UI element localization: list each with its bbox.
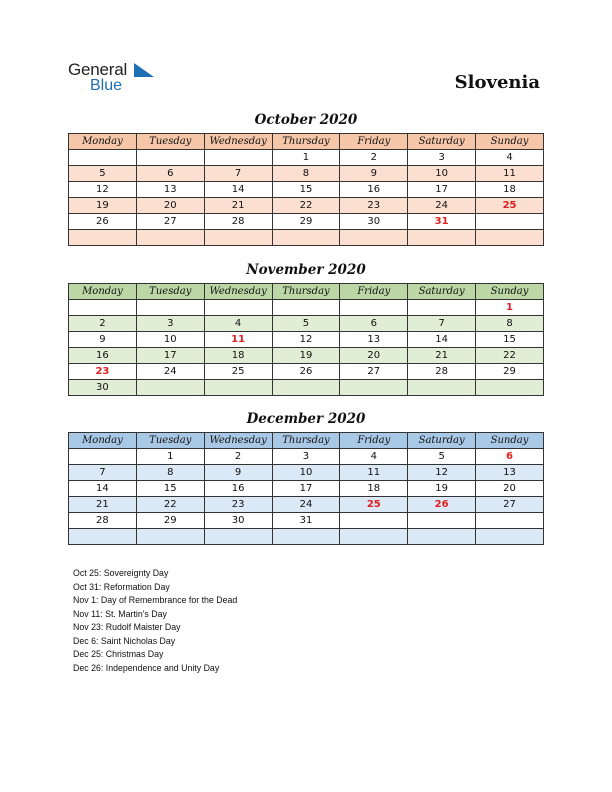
day-cell: 17 [408, 182, 476, 198]
weekday-header: Saturday [408, 284, 476, 300]
day-cell: 24 [136, 364, 204, 380]
month-title-november: November 2020 [246, 262, 366, 278]
day-cell [340, 230, 408, 246]
day-cell: 10 [136, 332, 204, 348]
day-cell [408, 529, 476, 545]
day-cell: 4 [476, 150, 544, 166]
day-cell: 15 [476, 332, 544, 348]
day-cell [69, 300, 137, 316]
day-cell: 8 [136, 465, 204, 481]
day-cell: 13 [476, 465, 544, 481]
day-cell [272, 300, 340, 316]
weekday-header: Saturday [408, 134, 476, 150]
day-cell: 26 [69, 214, 137, 230]
day-cell: 12 [272, 332, 340, 348]
weekday-header: Sunday [476, 134, 544, 150]
holiday-item: Oct 25: Sovereignty Day [73, 568, 169, 578]
day-cell: 23 [69, 364, 137, 380]
day-cell: 30 [69, 380, 137, 396]
weekday-header: Thursday [272, 134, 340, 150]
day-cell [136, 300, 204, 316]
day-cell: 12 [408, 465, 476, 481]
day-cell: 9 [69, 332, 137, 348]
weekday-header: Wednesday [204, 433, 272, 449]
day-cell: 18 [476, 182, 544, 198]
week-row [69, 497, 544, 513]
month-title-october: October 2020 [254, 112, 358, 128]
day-cell: 10 [408, 166, 476, 182]
calendar-october [68, 133, 544, 246]
day-cell: 6 [136, 166, 204, 182]
week-row [69, 214, 544, 230]
day-cell: 10 [272, 465, 340, 481]
holiday-item: Nov 11: St. Martin's Day [73, 608, 167, 619]
day-cell: 11 [340, 465, 408, 481]
day-cell: 29 [272, 214, 340, 230]
day-cell: 27 [136, 214, 204, 230]
week-row [69, 182, 544, 198]
day-cell: 15 [272, 182, 340, 198]
day-cell: 16 [340, 182, 408, 198]
weekday-header: Thursday [272, 284, 340, 300]
week-row [69, 348, 544, 364]
day-cell: 6 [340, 316, 408, 332]
day-cell: 4 [204, 316, 272, 332]
day-cell [340, 529, 408, 545]
day-cell [476, 230, 544, 246]
day-cell: 13 [136, 182, 204, 198]
day-cell: 20 [136, 198, 204, 214]
day-cell [408, 230, 476, 246]
day-cell: 18 [204, 348, 272, 364]
day-cell: 16 [69, 348, 137, 364]
day-cell: 28 [204, 214, 272, 230]
day-cell: 3 [272, 449, 340, 465]
day-cell: 11 [476, 166, 544, 182]
weekday-header: Monday [69, 433, 137, 449]
week-row [69, 529, 544, 545]
week-row [69, 316, 544, 332]
day-cell [476, 214, 544, 230]
day-cell [69, 449, 137, 465]
weekday-header: Thursday [272, 433, 340, 449]
logo-text-blue: Blue [90, 77, 123, 94]
weekday-header: Friday [340, 284, 408, 300]
day-cell: 21 [204, 198, 272, 214]
day-cell: 17 [272, 481, 340, 497]
day-cell: 25 [476, 198, 544, 214]
holiday-item: Nov 23: Rudolf Maister Day [73, 622, 181, 632]
day-cell: 2 [69, 316, 137, 332]
day-cell: 24 [408, 198, 476, 214]
day-cell [408, 300, 476, 316]
day-cell: 27 [476, 497, 544, 513]
day-cell: 3 [408, 150, 476, 166]
day-cell [340, 380, 408, 396]
day-cell: 5 [408, 449, 476, 465]
day-cell: 1 [136, 449, 204, 465]
weekday-header: Tuesday [136, 433, 204, 449]
weekday-header: Tuesday [136, 284, 204, 300]
week-row [69, 150, 544, 166]
week-row [69, 364, 544, 380]
week-row [69, 513, 544, 529]
week-row [69, 332, 544, 348]
holiday-item: Dec 6: Saint Nicholas Day [73, 635, 176, 646]
day-cell: 20 [476, 481, 544, 497]
day-cell: 29 [476, 364, 544, 380]
holiday-item: Dec 25: Christmas Day [73, 649, 164, 659]
day-cell: 14 [69, 481, 137, 497]
day-cell: 3 [136, 316, 204, 332]
day-cell [476, 513, 544, 529]
weekday-header: Sunday [476, 284, 544, 300]
day-cell [476, 380, 544, 396]
week-row [69, 449, 544, 465]
day-cell: 14 [204, 182, 272, 198]
day-cell: 31 [408, 214, 476, 230]
day-cell [204, 380, 272, 396]
calendar-november [68, 283, 544, 396]
holiday-list [73, 567, 237, 675]
day-cell [136, 380, 204, 396]
day-cell: 22 [272, 198, 340, 214]
day-cell: 23 [204, 497, 272, 513]
day-cell [136, 230, 204, 246]
day-cell: 30 [340, 214, 408, 230]
weekday-header: Tuesday [136, 134, 204, 150]
day-cell: 30 [204, 513, 272, 529]
day-cell: 16 [204, 481, 272, 497]
weekday-header: Wednesday [204, 284, 272, 300]
day-cell: 1 [272, 150, 340, 166]
day-cell: 6 [476, 449, 544, 465]
day-cell [340, 300, 408, 316]
day-cell [408, 380, 476, 396]
day-cell [204, 230, 272, 246]
day-cell: 17 [136, 348, 204, 364]
weekday-header: Sunday [476, 433, 544, 449]
day-cell: 4 [340, 449, 408, 465]
day-cell [476, 529, 544, 545]
day-cell [69, 230, 137, 246]
weekday-header: Saturday [408, 433, 476, 449]
day-cell: 13 [340, 332, 408, 348]
day-cell [204, 529, 272, 545]
weekday-header: Friday [340, 134, 408, 150]
logo-text-general: General [68, 60, 128, 79]
week-row [69, 380, 544, 396]
day-cell: 2 [340, 150, 408, 166]
day-cell: 29 [136, 513, 204, 529]
day-cell: 7 [408, 316, 476, 332]
day-cell: 11 [204, 332, 272, 348]
day-cell: 28 [408, 364, 476, 380]
day-cell [272, 529, 340, 545]
day-cell: 24 [272, 497, 340, 513]
day-cell [69, 529, 137, 545]
day-cell: 15 [136, 481, 204, 497]
day-cell: 7 [69, 465, 137, 481]
day-cell: 12 [69, 182, 137, 198]
day-cell: 7 [204, 166, 272, 182]
day-cell: 5 [69, 166, 137, 182]
day-cell [272, 380, 340, 396]
day-cell [204, 150, 272, 166]
logo-triangle-icon [134, 63, 154, 77]
day-cell: 14 [408, 332, 476, 348]
day-cell: 2 [204, 449, 272, 465]
day-cell [69, 150, 137, 166]
day-cell: 26 [272, 364, 340, 380]
weekday-header: Monday [69, 134, 137, 150]
day-cell: 21 [69, 497, 137, 513]
day-cell [136, 150, 204, 166]
day-cell: 22 [476, 348, 544, 364]
day-cell [136, 529, 204, 545]
weekday-header: Monday [69, 284, 137, 300]
weekday-header: Wednesday [204, 134, 272, 150]
day-cell: 20 [340, 348, 408, 364]
day-cell: 27 [340, 364, 408, 380]
month-title-december: December 2020 [246, 411, 366, 427]
day-cell: 25 [204, 364, 272, 380]
week-row [69, 465, 544, 481]
day-cell [204, 300, 272, 316]
day-cell: 19 [69, 198, 137, 214]
day-cell [408, 513, 476, 529]
day-cell: 9 [204, 465, 272, 481]
day-cell: 1 [476, 300, 544, 316]
holiday-item: Dec 26: Independence and Unity Day [73, 662, 220, 673]
day-cell: 8 [272, 166, 340, 182]
week-row [69, 230, 544, 246]
day-cell: 26 [408, 497, 476, 513]
week-row [69, 166, 544, 182]
day-cell: 19 [272, 348, 340, 364]
holiday-item: Nov 1: Day of Remembrance for the Dead [73, 595, 238, 605]
day-cell: 9 [340, 166, 408, 182]
day-cell: 22 [136, 497, 204, 513]
country-title: Slovenia [454, 72, 540, 93]
day-cell: 28 [69, 513, 137, 529]
day-cell: 25 [340, 497, 408, 513]
day-cell: 18 [340, 481, 408, 497]
week-row [69, 198, 544, 214]
day-cell: 8 [476, 316, 544, 332]
day-cell: 5 [272, 316, 340, 332]
day-cell [340, 513, 408, 529]
week-row [69, 300, 544, 316]
weekday-header: Friday [340, 433, 408, 449]
holiday-item: Oct 31: Reformation Day [73, 581, 170, 592]
day-cell [272, 230, 340, 246]
week-row [69, 481, 544, 497]
day-cell: 23 [340, 198, 408, 214]
calendar-december [68, 432, 544, 545]
day-cell: 31 [272, 513, 340, 529]
day-cell: 21 [408, 348, 476, 364]
day-cell: 19 [408, 481, 476, 497]
